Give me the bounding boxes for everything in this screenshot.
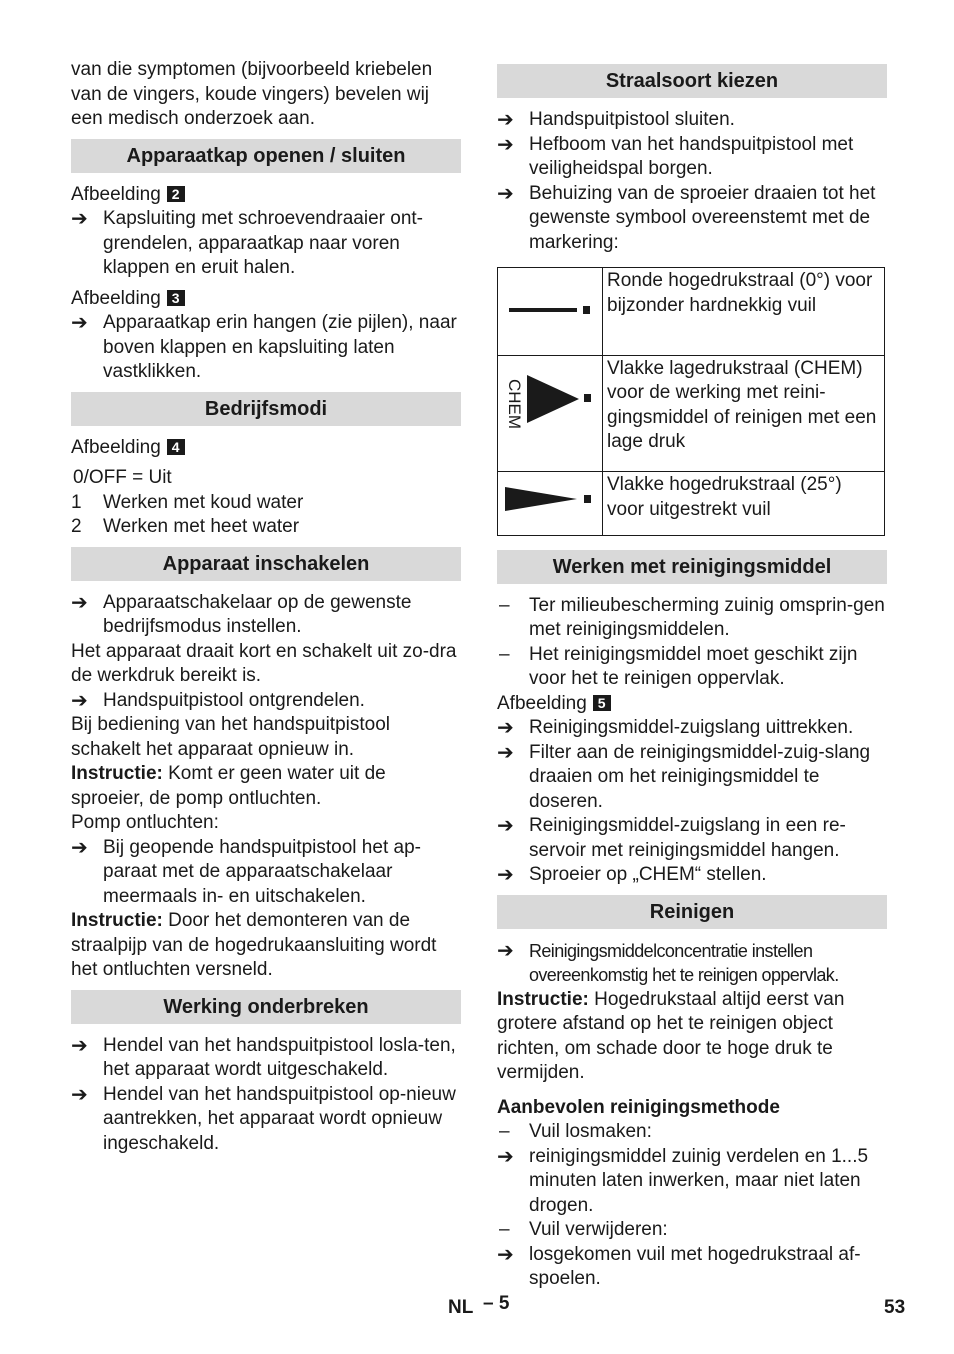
table-row [498,268,885,356]
jet-description: Vlakke hogedrukstraal (25°) voor uitgestrekt vuil [603,472,885,536]
instruction-step: ➔ Apparaatschakelaar op de gewenste bedrijfsmodus instellen. [71,591,461,640]
figure-reference: Afbeelding 5 [497,692,887,717]
instruction-step: ➔ Hefboom van het handspuitpistool met veiligheidspal borgen. [497,133,887,182]
table-row [498,472,885,536]
instruction-step: ➔ Reinigingsmiddelconcentratie instellen overeenkomstig het te reinigen oppervlak. [497,939,887,988]
jet-symbol-cell [498,472,603,536]
mode-off: 0/OFF = Uit [73,467,172,488]
jet-description: Vlakke lagedrukstraal (CHEM) voor de werking met reini-gingsmiddel of reinigen met een lage druk [603,355,885,472]
arrow-right-icon: ➔ [497,717,514,739]
arrow-right-icon: ➔ [497,864,514,886]
paragraph: Pomp ontluchten: [71,812,219,833]
chem-symbol-label: CHEM [505,378,524,429]
section-heading-bedrijfsmodi: Bedrijfsmodi [71,392,461,426]
arrow-right-icon: ➔ [71,1083,88,1106]
arrow-right-icon: ➔ [71,312,88,334]
jet-description: Ronde hogedrukstraal (0°) voor bijzonder hardnekkig vuil [603,268,885,356]
flat-jet-icon [499,473,601,526]
dash-item: – Vuil losmaken: [499,1121,652,1142]
right-column [497,58,887,1292]
section-heading-apparaatkap: Apparaatkap openen / sluiten [71,139,461,173]
jet-symbol-cell [498,355,603,472]
chem-jet-icon [499,357,601,463]
figure-reference: Afbeelding 3 [71,287,461,312]
arrow-right-icon: ➔ [71,591,88,614]
arrow-right-icon: ➔ [497,1243,514,1266]
arrow-right-icon: ➔ [497,741,514,764]
figure-reference: Afbeelding 4 [71,436,461,461]
figure-number-badge: 5 [593,695,611,711]
jet-type-table [497,267,885,536]
page-number: 53 [884,1297,906,1318]
instruction-step: ➔ Reinigingsmiddel-zuigslang in een re-servoir met reinigingsmiddel hangen. [497,814,887,863]
footer-section-page: – 5 [483,1293,510,1314]
instruction-step: ➔ Bij geopende handspuitpistool het ap-paraat met de apparaatschakelaar meermaals in- en uitschakelen. [71,836,461,910]
dash-item: – Ter milieubescherming zuinig omsprin-gen met reinigingsmiddelen. [499,594,885,640]
section-heading-straalsoort: Straalsoort kiezen [497,64,887,98]
mode-item: 1 Werken met koud water [71,491,304,513]
instruction-step: ➔ Hendel van het handspuitpistool losla-ten, het apparaat wordt uitgeschakeld. [71,1034,461,1083]
instruction-step: ➔ Sproeier op „CHEM“ stellen. [497,864,767,886]
arrow-right-icon: ➔ [71,1034,88,1057]
round-jet-icon [499,269,601,346]
table-row [498,355,885,472]
instruction-step: ➔ Handspuitpistool ontgrendelen. [71,689,365,712]
instruction-step: ➔ Handspuitpistool sluiten. [497,109,735,131]
dash-item: – Vuil verwijderen: [499,1219,668,1240]
instruction-note: Instructie: Door het demonteren van de straalpijp van de hogedrukaansluiting wordt het ontluchten versneld. [71,910,437,980]
intro-paragraph: van die symptomen (bijvoorbeeld kriebelen van de vingers, koude vingers) bevelen wij een medisch onderzoek aan. [71,59,433,129]
instruction-step: ➔ reinigingsmiddel zuinig verdelen en 1...5 minuten laten inwerken, maar niet laten drogen. [497,1145,887,1219]
arrow-right-icon: ➔ [71,836,88,859]
instruction-step: ➔ Hendel van het handspuitpistool op-nieuw aantrekken, het apparaat wordt opnieuw ingeschakeld. [71,1083,461,1157]
arrow-right-icon: ➔ [497,939,514,962]
arrow-right-icon: ➔ [497,182,514,205]
instruction-step: ➔ Apparaatkap erin hangen (zie pijlen), naar boven klappen en kapsluiting laten vastklikken. [71,311,461,385]
instruction-step: ➔ losgekomen vuil met hogedrukstraal af-spoelen. [497,1243,887,1292]
figure-number-badge: 4 [167,439,185,455]
instruction-step: ➔ Filter aan de reinigingsmiddel-zuig-slang draaien om het reinigingsmiddel te doseren. [497,741,887,815]
figure-number-badge: 2 [167,186,185,202]
mode-item: 2 Werken met heet water [71,516,300,537]
figure-number-badge: 3 [167,290,185,306]
arrow-right-icon: ➔ [497,109,514,131]
arrow-right-icon: ➔ [71,689,88,712]
arrow-right-icon: ➔ [71,208,88,230]
section-heading-reinigingsmiddel: Werken met reinigingsmiddel [497,550,887,584]
instruction-step: ➔ Kapsluiting met schroevendraaier ont-grendelen, apparaatkap naar voren klappen en eruit halen. [71,207,461,281]
jet-symbol-cell [498,268,603,356]
instruction-step: ➔ Behuizing van de sproeier draaien tot het gewenste symbool overeenstemt met de markering: [497,182,887,256]
subheading: Aanbevolen reinigingsmethode [497,1096,780,1118]
arrow-right-icon: ➔ [497,815,514,837]
section-heading-inschakelen: Apparaat inschakelen [71,547,461,581]
left-column [71,58,461,1156]
dash-item: – Het reinigingsmiddel moet geschikt zijn voor het te reinigen oppervlak. [499,643,858,689]
instruction-note: Instructie: Hogedrukstaal altijd eerst van grotere afstand op het te reinigen object richten, om schade door te hoge druk te vermijden. [497,988,845,1083]
instruction-note: Instructie: Komt er geen water uit de sproeier, de pomp ontluchten. [71,763,386,809]
footer-language: NL [448,1297,474,1318]
paragraph: Het apparaat draait kort en schakelt uit zo-dra de werkdruk bereikt is. [71,640,457,686]
section-heading-onderbreken: Werking onderbreken [71,990,461,1024]
figure-reference: Afbeelding 2 [71,183,461,208]
section-heading-reinigen: Reinigen [497,895,887,929]
arrow-right-icon: ➔ [497,1145,514,1168]
arrow-right-icon: ➔ [497,133,514,156]
instruction-step: ➔ Reinigingsmiddel-zuigslang uittrekken. [497,717,854,739]
paragraph: Bij bediening van het handspuitpistool schakelt het apparaat opnieuw in. [71,714,391,760]
